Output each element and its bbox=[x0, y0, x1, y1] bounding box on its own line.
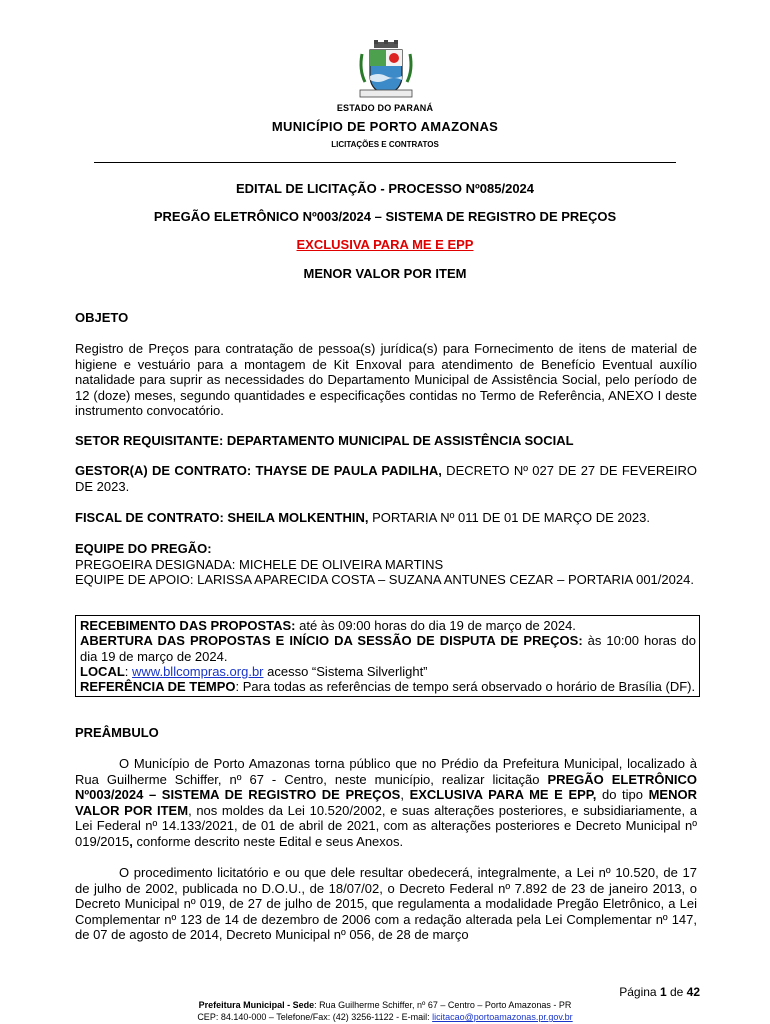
equipe-heading: EQUIPE DO PREGÃO: bbox=[75, 541, 212, 556]
page-number bbox=[619, 985, 700, 999]
gestor-label: GESTOR(A) DE CONTRATO: THAYSE DE PAULA PADILHA, bbox=[75, 463, 442, 478]
fiscal-label: FISCAL DE CONTRATO: SHEILA MOLKENTHIN, bbox=[75, 510, 369, 525]
header-department: LICITAÇÕES E CONTRATOS bbox=[331, 140, 439, 149]
referencia-line bbox=[80, 679, 696, 694]
footer-contact bbox=[0, 1012, 770, 1022]
equipe-pregao bbox=[75, 541, 697, 588]
p1-bold-comma: , bbox=[129, 833, 133, 849]
preambulo-heading: PREÂMBULO bbox=[75, 725, 159, 740]
abertura-text: às 10:00 horas do dia 19 de março de 2024. bbox=[80, 633, 696, 664]
p1-text-g: , nos moldes da Lei 10.520/2002, e suas alterações posteriores, e subsidiariamente, a Lei Federal nº 14.133/2021, de 01 de abril de 2021, com as alterações posteriores e Decreto Municipal nº 019/2015 bbox=[75, 802, 697, 849]
header-state: ESTADO DO PARANÁ bbox=[336, 103, 434, 113]
equipe-pregoeira: PREGOEIRA DESIGNADA: MICHELE DE OLIVEIRA MARTINS bbox=[75, 556, 444, 572]
footer-address-text: : Rua Guilherme Schiffer, nº 67 – Centro – Porto Amazonas - PR bbox=[314, 1000, 572, 1010]
setor-requisitante: SETOR REQUISITANTE: DEPARTAMENTO MUNICIPAL DE ASSISTÊNCIA SOCIAL bbox=[75, 433, 574, 448]
recebimento-label: RECEBIMENTO DAS PROPOSTAS: bbox=[80, 618, 296, 633]
schedule-box bbox=[75, 615, 700, 697]
gestor-contrato bbox=[75, 463, 697, 494]
preambulo-paragraph-1 bbox=[75, 756, 697, 849]
fiscal-contrato bbox=[75, 510, 697, 526]
p1-text-c: , bbox=[400, 787, 410, 802]
exclusive-notice: EXCLUSIVA PARA ME E EPP bbox=[296, 237, 474, 252]
page-separator: de bbox=[666, 985, 687, 999]
p1-text-a: O Município de Porto Amazonas torna público que no Prédio da Prefeitura Municipal, localizado à Rua Guilherme Schiffer, nº 67 - Centro, neste município, realizar licitação bbox=[75, 756, 697, 787]
abertura-line bbox=[80, 633, 696, 664]
municipal-coat-of-arms-icon bbox=[357, 40, 415, 102]
recebimento-text: até às 09:00 horas do dia 19 de março de 2024. bbox=[295, 618, 576, 633]
page-label: Página bbox=[619, 985, 660, 999]
gestor-text: DECRETO Nº 027 DE 27 DE FEVEREIRO DE 2023. bbox=[75, 463, 697, 494]
preambulo-paragraph-2 bbox=[75, 865, 697, 943]
referencia-label: REFERÊNCIA DE TEMPO bbox=[80, 679, 236, 695]
page-current: 1 bbox=[659, 985, 667, 999]
fiscal-text: PORTARIA Nº 011 DE 01 DE MARÇO DE 2023. bbox=[368, 510, 650, 525]
p1-text-e: do tipo bbox=[596, 787, 649, 802]
footer-contact-text: CEP: 84.140-000 – Telefone/Fax: (42) 3256-1122 - E-mail: bbox=[197, 1012, 433, 1022]
footer-address bbox=[0, 1000, 770, 1010]
p1-bold-criterion: MENOR VALOR POR ITEM bbox=[75, 787, 697, 818]
objeto-heading: OBJETO bbox=[75, 310, 129, 325]
footer-email-link[interactable]: licitacao@portoamazonas.pr.gov.br bbox=[432, 1012, 573, 1022]
footer-label: Prefeitura Municipal - Sede bbox=[198, 1000, 315, 1010]
p2-text: O procedimento licitatório e ou que dele resultar obedecerá, integralmente, a Lei nº 10.520, de 17 de julho de 2002, publicada no D.O.U., de 18/07/02, o Decreto Federal nº 7.892 de 23 de janeiro 2013, o Decreto Municipal nº 019, de 27 de julho de 2015, que regulamenta a modalidade Pregão Eletrônico, a Lei Complementar nº 123 de 14 de dezembro de 2006 com a redação alterada pela Lei Complementar nº 147, de 07 de agosto de 2014, Decreto Municipal nº 056, de 28 de março bbox=[75, 865, 697, 942]
header-divider bbox=[94, 162, 676, 163]
p1-text-i: conforme descrito neste Edital e seus Anexos. bbox=[132, 833, 404, 849]
local-line bbox=[80, 664, 696, 679]
p1-bold-pregao: PREGÃO ELETRÔNICO Nº003/2024 – SISTEMA DE REGISTRO DE PREÇOS bbox=[75, 771, 697, 802]
local-text: acesso “Sistema Silverlight” bbox=[263, 663, 428, 679]
recebimento-line bbox=[80, 618, 696, 633]
pregao-title: PREGÃO ELETRÔNICO Nº003/2024 – SISTEMA DE REGISTRO DE PREÇOS bbox=[153, 209, 617, 224]
referencia-text: : Para todas as referências de tempo será observado o horário de Brasília (DF). bbox=[235, 679, 696, 695]
criterion-title: MENOR VALOR POR ITEM bbox=[303, 266, 467, 281]
abertura-label: ABERTURA DAS PROPOSTAS E INÍCIO DA SESSÃO DE DISPUTA DE PREÇOS: bbox=[80, 633, 583, 649]
page-total: 42 bbox=[686, 985, 700, 999]
p1-bold-exclusive: EXCLUSIVA PARA ME E EPP, bbox=[409, 787, 597, 802]
equipe-apoio: EQUIPE DE APOIO: LARISSA APARECIDA COSTA – SUZANA ANTUNES CEZAR – PORTARIA 001/2024. bbox=[75, 572, 694, 587]
objeto-text: Registro de Preços para contratação de pessoa(s) jurídica(s) para Fornecimento de itens de material de higiene e vestuário para a montagem de Kit Enxoval para atendimento de Benefício Eventual auxílio natalidade para suprir as necessidades do Departamento Municipal de Assistência Social, pelo período de 12 (doze) meses, segundo quantidades e especificações contidas no Termo de Referência, ANEXO I deste instrumento convocatório. bbox=[75, 341, 697, 418]
edital-title: EDITAL DE LICITAÇÃO - PROCESSO Nº085/2024 bbox=[235, 181, 535, 196]
bll-link[interactable]: www.bllcompras.org.br bbox=[132, 663, 264, 679]
header-municipality: MUNICÍPIO DE PORTO AMAZONAS bbox=[271, 119, 499, 134]
local-separator: : bbox=[124, 663, 133, 679]
local-label: LOCAL bbox=[80, 663, 125, 679]
